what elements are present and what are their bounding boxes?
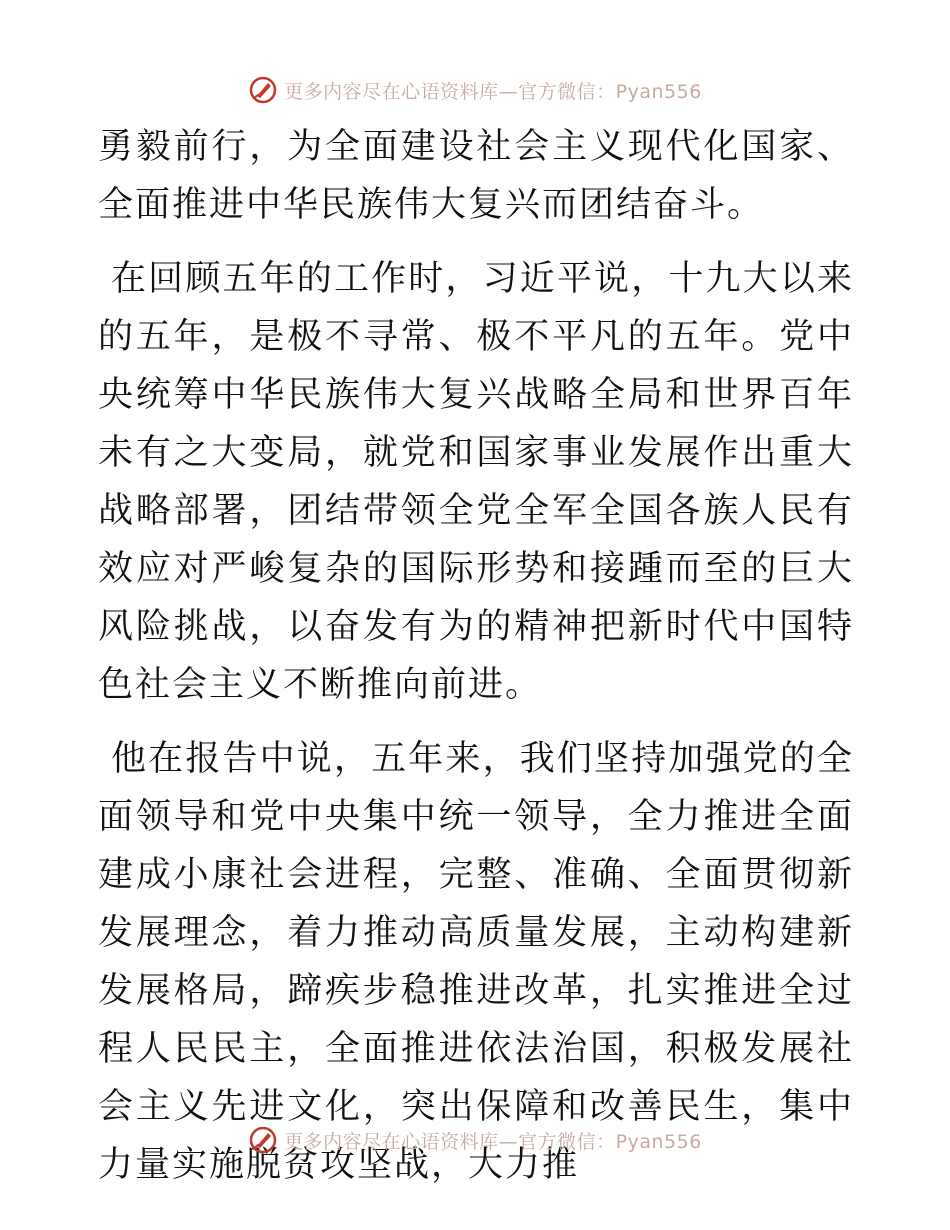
header-watermark-text: 更多内容尽在心语资料库—官方微信：Pyan556 [284,80,702,103]
footer-watermark-text: 更多内容尽在心语资料库—官方微信：Pyan556 [284,1130,702,1153]
pen-logo-icon [248,1125,278,1155]
footer-watermark [0,1120,950,1160]
pen-logo-icon [248,75,278,105]
document-body [98,118,854,1194]
paragraph-3: 他在报告中说，五年来，我们坚持加强党的全面领导和党中央集中统一领导，全力推进全面建成小康社会进程，完整、准确、全面贯彻新发展理念，着力推动高质量发展，主动构建新发展格局，蹄疾步稳推进改革，扎实推进全过程人民民主，全面推进依法治国，积极发展社会主义先进文化，突出保障和改善民生，集中力量实施脱贫攻坚战，大力推 [98,739,854,1185]
paragraph-2: 在回顾五年的工作时，习近平说，十九大以来的五年，是极不寻常、极不平凡的五年。党中央统筹中华民族伟大复兴战略全局和世界百年未有之大变局，就党和国家事业发展作出重大战略部署，团结带领全党全军全国各族人民有效应对严峻复杂的国际形势和接踵而至的巨大风险挑战，以奋发有为的精神把新时代中国特色社会主义不断推向前进。 [98,259,854,705]
header-watermark [0,70,950,110]
paragraph-1: 勇毅前行，为全面建设社会主义现代化国家、全面推进中华民族伟大复兴而团结奋斗。 [98,127,854,225]
